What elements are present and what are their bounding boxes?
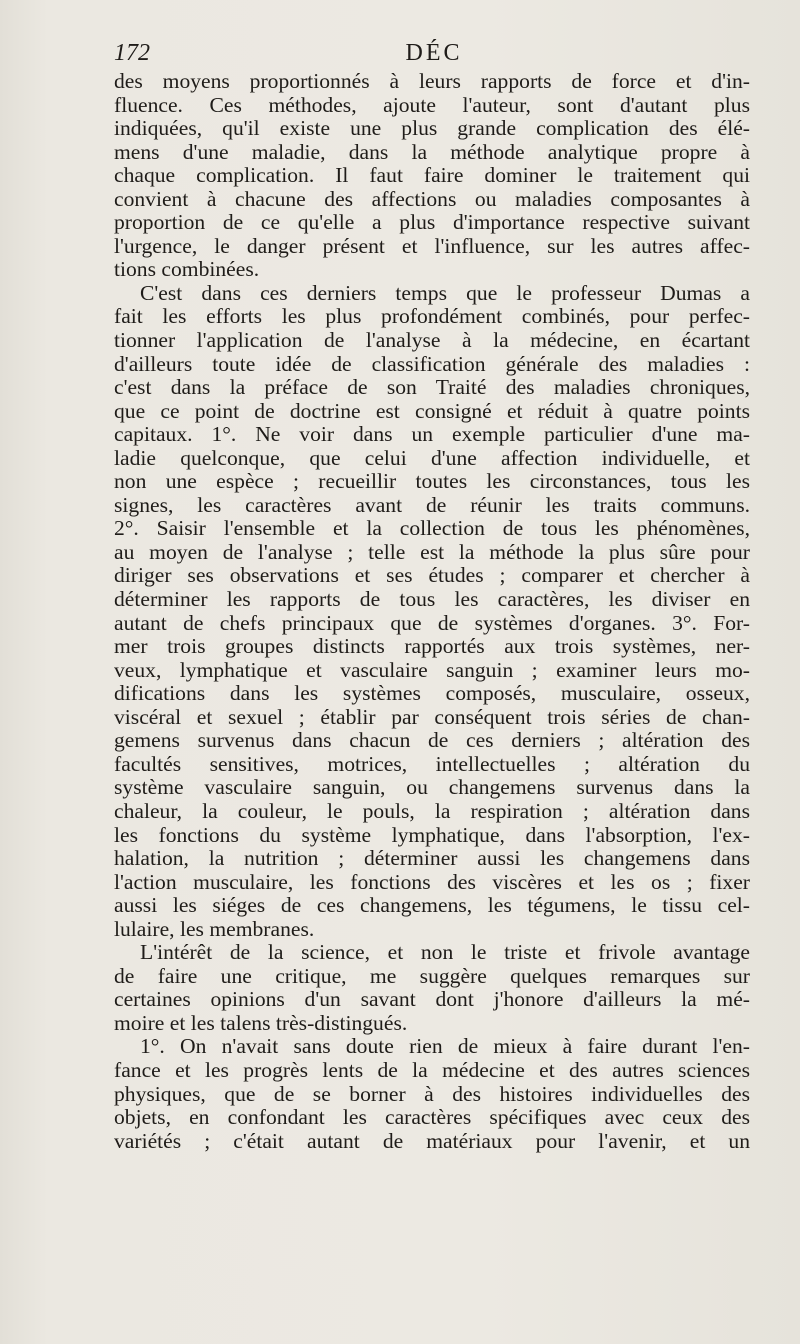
paragraph — [114, 1035, 750, 1153]
text-line: que ce point de doctrine est consigné et réduit à quatre points — [114, 398, 750, 423]
paragraph — [114, 282, 750, 941]
text-line: difications dans les systèmes composés, musculaire, osseux, — [114, 681, 750, 706]
paragraph — [114, 70, 750, 282]
text-line: d'ailleurs toute idée de classification générale des maladies : — [114, 351, 750, 376]
text-line: moire et les talens très-distingués. — [114, 1010, 408, 1035]
text-line: 1°. On n'avait sans doute rien de mieux à faire durant l'en- — [140, 1034, 750, 1059]
text-line: de faire une critique, me suggère quelques remarques sur — [114, 963, 750, 988]
text-line: l'action musculaire, les fonctions des viscères et les os ; fixer — [114, 869, 750, 894]
text-line: tions combinées. — [114, 257, 260, 282]
text-line: 2°. Saisir l'ensemble et la collection de tous les phénomènes, — [114, 516, 750, 541]
text-line: variétés ; c'était autant de matériaux pour l'avenir, et un — [114, 1128, 750, 1153]
page-header — [114, 40, 754, 70]
text-line: des moyens proportionnés à leurs rapports de force et d'in- — [114, 69, 750, 93]
text-line: convient à chacune des affections ou maladies composantes à — [114, 186, 750, 211]
text-line: chaque complication. Il faut faire dominer le traitement qui — [114, 163, 750, 188]
text-line: fluence. Ces méthodes, ajoute l'auteur, sont d'autant plus — [114, 92, 750, 117]
text-line: déterminer les rapports de tous les caractères, les diviser en — [114, 587, 750, 612]
page-number: 172 — [114, 40, 150, 66]
text-line: physiques, que de se borner à des histoires individuelles des — [114, 1081, 750, 1106]
text-line: diriger ses observations et ses études ; comparer et chercher à — [114, 563, 750, 588]
text-line: autant de chefs principaux que de systèmes d'organes. 3°. For- — [114, 610, 750, 635]
text-line: fance et les progrès lents de la médecine et des autres sciences — [114, 1057, 750, 1082]
text-line: indiquées, qu'il existe une plus grande complication des élé- — [114, 116, 750, 141]
text-line: c'est dans la préface de son Traité des maladies chroniques, — [114, 375, 750, 400]
text-line: gemens survenus dans chacun de ces derniers ; altération des — [114, 728, 750, 753]
text-line: halation, la nutrition ; déterminer aussi les changemens dans — [114, 846, 750, 871]
text-line: les fonctions du système lymphatique, dans l'absorption, l'ex- — [114, 822, 750, 847]
text-line: mer trois groupes distincts rapportés aux trois systèmes, ner- — [114, 634, 750, 659]
text-line: l'urgence, le danger présent et l'influence, sur les autres affec- — [114, 233, 750, 258]
text-line: lulaire, les membranes. — [114, 916, 315, 941]
text-line: chaleur, la couleur, le pouls, la respiration ; altération dans — [114, 798, 750, 823]
text-line: non une espèce ; recueillir toutes les circonstances, tous les — [114, 469, 750, 494]
text-line: veux, lymphatique et vasculaire sanguin ; examiner leurs mo- — [114, 657, 750, 682]
text-line: objets, en confondant les caractères spécifiques avec ceux des — [114, 1105, 750, 1130]
text-line: au moyen de l'analyse ; telle est la méthode la plus sûre pour — [114, 539, 750, 564]
text-line: viscéral et sexuel ; établir par conséquent trois séries de chan- — [114, 704, 750, 729]
body-text — [114, 70, 750, 1153]
text-line: certaines opinions d'un savant dont j'honore d'ailleurs la mé- — [114, 987, 750, 1012]
text-line: proportion de ce qu'elle a plus d'importance respective suivant — [114, 210, 750, 235]
paragraph — [114, 941, 750, 1035]
text-line: système vasculaire sanguin, ou changemens survenus dans la — [114, 775, 750, 800]
text-line: fait les efforts les plus profondément combinés, pour perfec- — [114, 304, 750, 329]
text-line: mens d'une maladie, dans la méthode analytique propre à — [114, 139, 750, 164]
text-line: L'intérêt de la science, et non le triste et frivole avantage — [140, 940, 750, 965]
text-line: signes, les caractères avant de réunir les traits communs. — [114, 492, 750, 517]
text-line: tionner l'application de l'analyse à la médecine, en écartant — [114, 328, 750, 353]
text-line: aussi les siéges de ces changemens, les tégumens, le tissu cel- — [114, 893, 750, 918]
running-head: DÉC — [405, 40, 463, 66]
text-line: C'est dans ces derniers temps que le professeur Dumas a — [140, 280, 750, 305]
text-line: facultés sensitives, motrices, intellectuelles ; altération du — [114, 751, 750, 776]
text-line: capitaux. 1°. Ne voir dans un exemple particulier d'une ma- — [114, 422, 750, 447]
text-line: ladie quelconque, que celui d'une affection individuelle, et — [114, 445, 750, 470]
